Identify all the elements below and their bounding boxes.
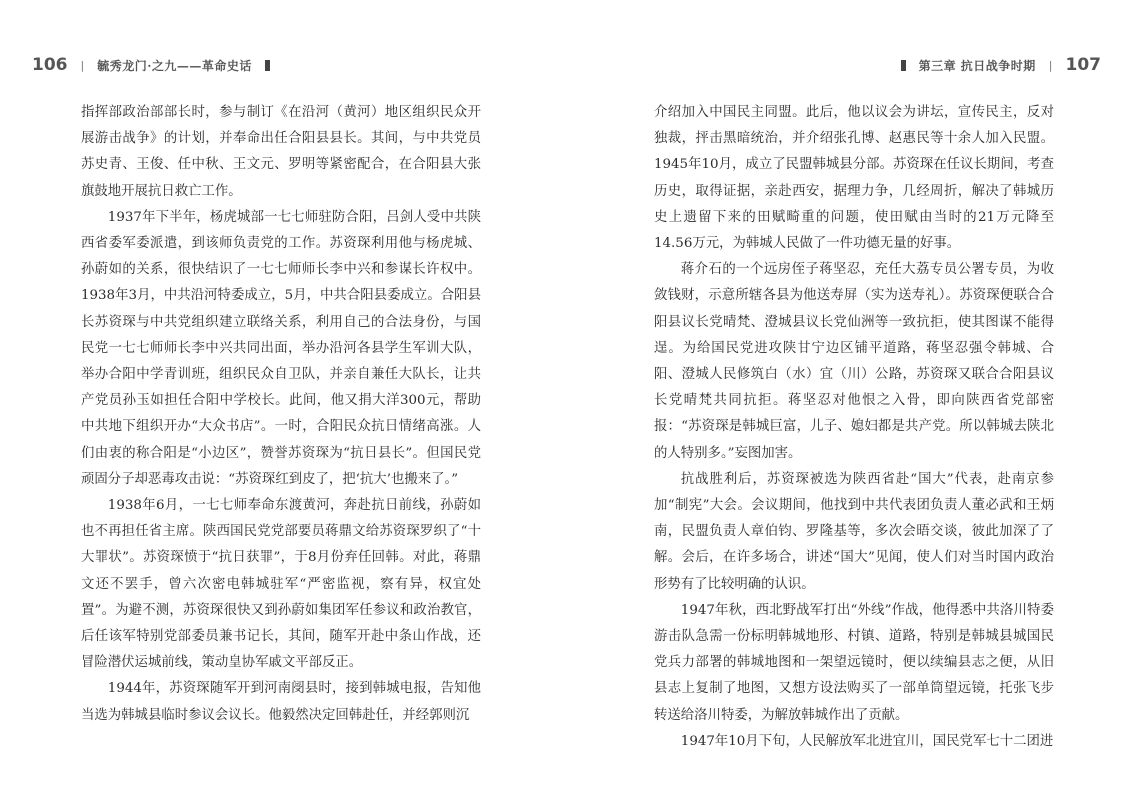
left-page xyxy=(0,0,566,799)
right-page xyxy=(566,0,1133,799)
right-page-body xyxy=(654,100,1054,755)
left-page-header xyxy=(32,53,270,77)
right-running-title: 第三章 抗日战争时期 xyxy=(918,58,1036,73)
right-header-separator: | xyxy=(1048,58,1053,72)
right-page-number: 107 xyxy=(1065,55,1101,75)
left-page-number: 106 xyxy=(32,55,68,75)
left-paragraph-2: 1937年下半年，杨虎城部一七七师驻防合阳，吕剑人受中共陕西省委军委派遣，到该师负责党的工作。苏资琛利用他与杨虎城、孙蔚如的关系，很快结识了一七七师师长李中兴和参谋长许权中。1938年3月，中共沿河特委成立，5月，中共合阳县委成立。合阳县长苏资琛与中共党组织建立联络关系，利用自己的合法身份，与国民党一七七师师长李中兴共同出面，举办沿河各县学生军训大队，举办合阳中学青训班，组织民众自卫队，并亲自兼任大队长，让共产党员孙玉如担任合阳中学校长。此间，他又捐大洋300元，帮助中共地下组织开办“大众书店”。一时，合阳民众抗日情绪高涨。人们由衷的称合阳是“小边区”，赞誉苏资琛为“抗日县长”。但国民党顽固分子却恶毒攻击说：“苏资琛红到皮了，把‘抗大’也搬来了。” xyxy=(81,209,481,487)
right-paragraph-5: 1947年10月下旬，人民解放军北进宜川，国民党军七十二团进 xyxy=(680,733,1054,749)
right-page-header xyxy=(901,53,1101,77)
left-paragraph-1: 指挥部政治部部长时，参与制订《在沿河（黄河）地区组织民众开展游击战争》的计划，并奉命出任合阳县县长。其间，与中共党员苏史青、王俊、任中秋、王文元、罗明等紧密配合，在合阳县大张旗鼓地开展抗日救亡工作。 xyxy=(81,105,481,199)
left-header-separator: | xyxy=(80,58,85,72)
right-paragraph-2: 蒋介石的一个远房侄子蒋坚忍，充任大荔专员公署专员，为收敛钱财，示意所辖各县为他送寿屏（实为送寿礼）。苏资琛便联合合阳县议长党晴梵、澄城县议长党仙洲等一致抗拒，使其图谋不能得逞。为给国民党进攻陕甘宁边区铺平道路，蒋坚忍强令韩城、合阳、澄城人民修筑白（水）宜（川）公路，苏资琛又联合合阳县议长党晴梵共同抗拒。蒋坚忍对他恨之入骨，即向陕西省党部密报：“苏资琛是韩城巨富，儿子、媳妇都是共产党。所以韩城去陕北的人特别多。”妄图加害。 xyxy=(654,262,1054,461)
left-header-bar xyxy=(265,60,270,71)
right-header-bar xyxy=(901,60,906,71)
right-paragraph-3: 抗战胜利后，苏资琛被选为陕西省赴“国大”代表，赴南京参加“制宪”大会。会议期间，他找到中共代表团负责人董必武和王炳南，民盟负责人章伯钧、罗隆基等，多次会晤交谈，彼此加深了了解。会后，在许多场合，讲述“国大”见闻，使人们对当时国内政治形势有了比较明确的认识。 xyxy=(654,471,1054,592)
right-paragraph-1: 介绍加入中国民主同盟。此后，他以议会为讲坛，宣传民主，反对独裁，抨击黑暗统治，并介绍张孔博、赵惠民等十余人加入民盟。1945年10月，成立了民盟韩城县分部。苏资琛在任议长期间，考查历史，取得证据，亲赴西安，据理力争，几经周折，解决了韩城历史上遗留下来的田赋畸重的问题，使田赋由当时的21万元降至14.56万元，为韩城人民做了一件功德无量的好事。 xyxy=(654,105,1054,252)
left-running-title: 毓秀龙门·之九——革命史话 xyxy=(97,58,252,73)
left-page-body xyxy=(81,100,481,729)
left-paragraph-4: 1944年，苏资琛随军开到河南阌县时，接到韩城电报，告知他当选为韩城县临时参议会议长。他毅然决定回韩赴任，并经郭则沉 xyxy=(81,681,481,723)
left-paragraph-3: 1938年6月，一七七师奉命东渡黄河，奔赴抗日前线，孙蔚如也不再担任省主席。陕西国民党党部要员蒋鼎文给苏资琛罗织了“十大罪状”。苏资琛愤于“抗日获罪”，于8月份弃任回韩。对此，蒋鼎文还不罢手，曾六次密电韩城驻军“严密监视，察有异，权宜处置”。为避不测，苏资琛很快又到孙蔚如集团军任参议和政治教官，后任该军特别党部委员兼书记长，其间，随军开赴中条山作战，还冒险潜伏运城前线，策动皇协军戚文平部反正。 xyxy=(81,498,481,671)
right-paragraph-4: 1947年秋，西北野战军打出“外线”作战，他得悉中共洛川特委游击队急需一份标明韩城地形、村镇、道路，特别是韩城县城国民党兵力部署的韩城地图和一架望远镜时，便以续编县志之便，从旧县志上复制了地图，又想方设法购买了一部单筒望远镜，托张飞步转送给洛川特委，为解放韩城作出了贡献。 xyxy=(654,602,1054,723)
